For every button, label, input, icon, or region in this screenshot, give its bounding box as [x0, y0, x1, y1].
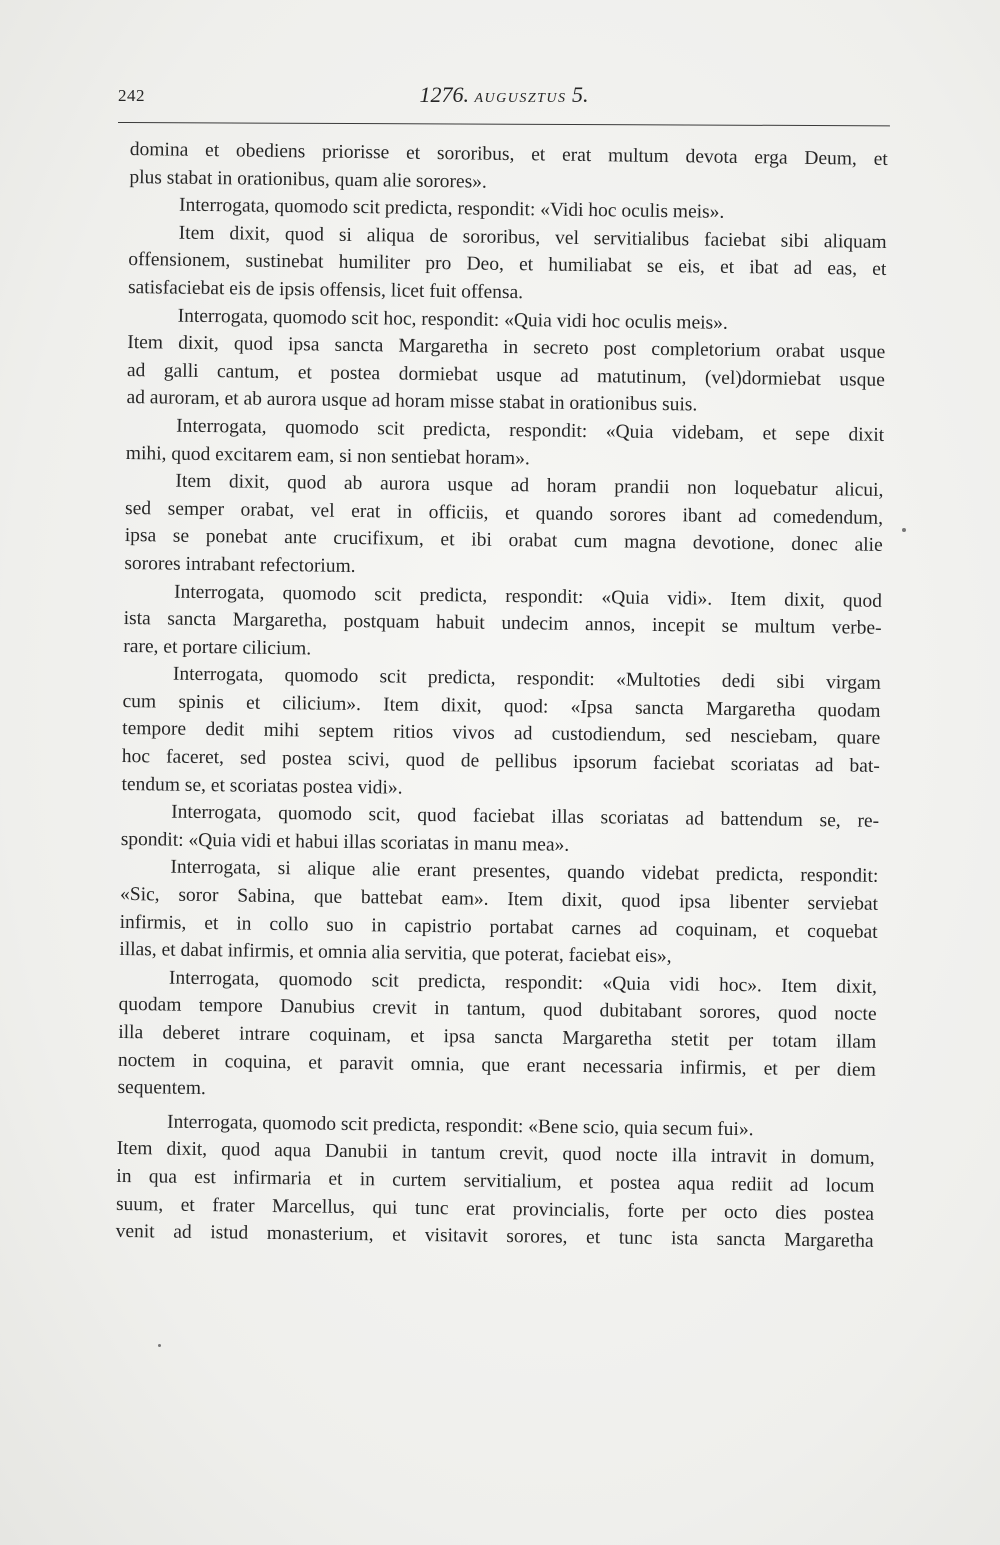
text-line: Item dixit, quod ab aurora usque ad horam prandii non loquebatur alicui,	[175, 470, 884, 502]
text-line: rare, et portare cilicium.	[123, 635, 312, 660]
running-title	[118, 82, 890, 108]
text-line: Item dixit, quod ipsa sancta Margaretha in secreto post completorium orabat usque	[127, 332, 886, 364]
text-line: noctem in coquina, et paravit omnia, que erant necessaria infirmis, et per diem	[117, 1049, 876, 1081]
text-line: Interrogata, quomodo scit, quod faciebat illas scoriatas ad battendum se, re-	[171, 801, 880, 833]
page-number: 242	[118, 86, 145, 105]
text-line: ad auroram, et ab aurora usque ad horam misse stabat in orationibus suis.	[126, 387, 698, 416]
text-line: illa deberet intrare coquinam, et ipsa sancta Margaretha stetit per totam illam	[118, 1021, 877, 1053]
text-line: plus stabat in orationibus, quam alie sorores».	[129, 166, 488, 193]
text-line: suum, et frater Marcellus, qui tunc erat provincialis, forte per octo dies postea	[115, 1193, 875, 1225]
text-line: «Sic, soror Sabina, que battebat eam». Item dixit, quod ipsa libenter serviebat	[119, 883, 879, 915]
text-line: illas, et dabat infirmis, et omnia alia servitia, que poterat, faciebat eis»,	[119, 939, 672, 968]
text-line: cum spinis et cilicium». Item dixit, quod: «Ipsa sancta Margaretha quodam	[122, 690, 881, 722]
text-line: Interrogata, quomodo scit predicta, respondit: «Quia vidi hoc». Item dixit,	[168, 967, 878, 998]
text-line: Interrogata, quomodo scit predicta, respondit: «Quia vidi». Item dixit, quod	[173, 581, 883, 612]
text-line: hoc faceret, sed postea scivi, quod de pellibus ipsorum faciebat scoriatas ad bat-	[121, 746, 880, 777]
title-month: AUGUSZTUS	[474, 91, 567, 106]
text-line: venit ad istud monasterium, et visitavit sorores, et tunc ista sancta Margaretha	[115, 1221, 874, 1252]
text-line: satisfaciebat eis de ipsis offensis, licet fuit offensa.	[127, 276, 524, 304]
text-line: offensionem, sustinebat humiliter pro Deo, et humiliabat se eis, et ibat ad eas, et	[128, 249, 887, 281]
text-line: Interrogata, quomodo scit predicta, respondit: «Bene scio, quia secum fui».	[166, 1111, 754, 1141]
text-line: in qua est infirmaria et in curtem servitialium, et postea aqua rediit ad locum	[116, 1165, 875, 1197]
text-line: spondit: «Quia vidi et habui illas scoriatas in manu mea».	[120, 828, 570, 856]
text-line: tendum se, et scoriatas postea vidi».	[121, 773, 403, 799]
ink-speck	[902, 528, 906, 532]
text-line: Interrogata, quomodo scit hoc, respondit: «Quia vidi hoc oculis meis».	[177, 305, 728, 334]
text-line: tempore dedit mihi septem ritios vivos ad custodiendum, sed nesciebam, quare	[122, 718, 881, 750]
text-line: ad galli cantum, et postea dormiebat usque ad matutinum, (vel)dormiebat usque	[126, 359, 886, 391]
text-line: Interrogata, quomodo scit predicta, respondit: «Quia videbam, et sepe dixit	[176, 415, 885, 446]
text-line: Item dixit, quod si aliqua de sororibus, vel servitialibus faciebat sibi aliquam	[178, 222, 887, 253]
ink-speck	[158, 1344, 161, 1347]
body-text	[115, 136, 887, 1256]
text-line: Interrogata, quomodo scit predicta, respondit: «Vidi hoc oculis meis».	[178, 194, 725, 223]
text-line: mihi, quod excitarem eam, si non sentiebat horam».	[125, 442, 530, 469]
running-head	[118, 78, 890, 126]
text-line: Interrogata, si alique alie erant presentes, quando videbat predicta, respondit:	[170, 857, 879, 888]
text-line: domina et obediens priorisse et sororibus, et erat multum devota erga Deum, et	[129, 138, 888, 170]
title-year: 1276.	[419, 82, 469, 107]
text-line: Interrogata, quomodo scit predicta, respondit: «Multoties dedi sibi virgam	[172, 663, 882, 695]
text-line: quodam tempore Danubius crevit in tantum, quod dubitabant sorores, quod nocte	[118, 994, 877, 1026]
text-line: sequentem.	[117, 1077, 206, 1100]
text-line: infirmis, et in collo suo in capistrio portabat carnes ad coquinam, et coquebat	[119, 911, 878, 943]
text-line: sed semper orabat, vel erat in officiis, et quando sorores ibant ad comedendum,	[124, 497, 884, 529]
text-line: Item dixit, quod aqua Danubii in tantum crevit, quod nocte illa intravit in domum,	[116, 1138, 875, 1170]
text-line: ipsa se ponebat ante crucifixum, et ibi orabat cum magna devotione, donec alie	[124, 525, 883, 557]
title-day: 5.	[572, 82, 589, 107]
text-line: ista sancta Margaretha, postquam habuit undecim annos, incepit se multum verbe-	[123, 608, 882, 639]
text-line: sorores intrabant refectorium.	[124, 552, 356, 577]
header-rule	[118, 122, 890, 126]
